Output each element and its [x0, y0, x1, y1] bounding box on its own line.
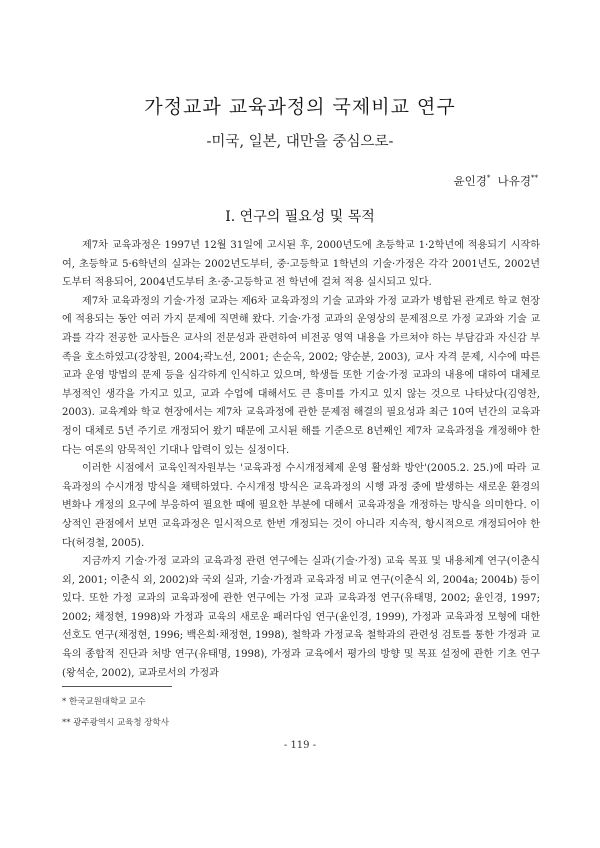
- author-footnote-mark: **: [531, 174, 538, 182]
- body-paragraph: 제7차 교육과정의 기술·가정 교과는 제6차 교육과정의 기술 교과와 가정 교과가 병합된 관계로 학교 현장에 적용되는 동안 여러 가지 문제에 직면해 왔다. 기술·가정 교과의 운영상의 문제점으로 가정 교과와 기술 교과를 각각 전공한 교사들은 교사의 전문성과 관련하여 비전공 영역 내용을 가르쳐야 하는 부담감과 자신감 부족을 호소하였고(강창원, 2004;곽노선, 2001; 손순옥, 2002; 양순분, 2003), 교사 자격 문제, 시수에 따른 교과 운영 방법의 문제 등을 심각하게 인식하고 있으며, 학생들 또한 기술·가정 교과의 내용에 대하여 대체로 부정적인 생각을 가지고 있고, 교과 수업에 대해서도 큰 흥미를 가지고 있지 않는 것으로 나타났다(김영찬, 2003). 교육계와 학교 현장에서는 제7차 교육과정에 관한 문제점 해결의 필요성과 최근 10여 년간의 교육과정이 대체로 5년 주기로 개정되어 왔기 때문에 고시된 해를 기준으로 8년째인 제7차 교육과정을 개정해야 한다는 여론의 암묵적인 기대나 압력이 있는 실정이다.: [62, 295, 540, 456]
- author-name: 나유경: [497, 174, 531, 188]
- footnote: * 한국교원대학교 교수: [62, 697, 146, 707]
- author-footnote-mark: *: [486, 174, 491, 182]
- author-line: [454, 173, 538, 189]
- footnote: ** 광주광역시 교육청 장학사: [62, 718, 169, 728]
- footnote-divider: [62, 686, 172, 687]
- paper-subtitle: -미국, 일본, 대만을 중심으로-: [206, 134, 394, 150]
- body-paragraph: 제7차 교육과정은 1997년 12월 31일에 고시된 후, 2000년도에 초등학교 1·2학년에 적용되기 시작하여, 초등학교 5·6학년의 실과는 2002년도부터, 중·고등학교 1학년의 기술·가정은 각각 2001년도, 2002년도부터 적용되어, 2004년도부터 초·중·고등학교 전 학년에 걸쳐 적용 실시되고 있다.: [62, 240, 540, 289]
- body-paragraph: 이러한 시점에서 교육인적자원부는 '교육과정 수시개정체제 운영 활성화 방안'(2005.2. 25.)에 따라 교육과정의 수시개정 방식을 채택하였다. 수시개정 방식은 교육과정의 시행 과정 중에 발생하는 새로운 환경의 변화나 개정의 요구에 부응하여 필요한 때에 필요한 부분에 대해서 교육과정을 개정하는 방식을 의미한다. 이상적인 관점에서 보면 교육과정은 일시적으로 한번 개정되는 것이 아니라 지속적, 항시적으로 개정되어야 한다(허경철, 2005).: [62, 463, 540, 549]
- paper-title: 가정교과 교육과정의 국제비교 연구: [144, 96, 456, 118]
- author-name: 윤인경: [453, 174, 487, 188]
- body-text: [62, 237, 540, 683]
- section-heading: Ⅰ. 연구의 필요성 및 목적: [225, 209, 375, 225]
- page-number: - 119 -: [283, 740, 317, 751]
- body-paragraph: 지금까지 기술·가정 교과의 교육과정 관련 연구에는 실과(기술·가정) 교육 목표 및 내용체계 연구(이춘식 외, 2001; 이춘식 외, 2002)와 국외 실과, 기술·가정과 교육과정 비교 연구(이춘식 외, 2004a; 2004b) 등이 있다. 또한 가정 교과의 교육과정에 관한 연구에는 가정 교과 교육과정 연구(유태명, 2002; 윤인경, 1997; 2002; 채정현, 1998)와 가정과 교육의 새로운 패러다임 연구(윤인경, 1999), 가정과 교육과정 모형에 대한 선호도 연구(채정현, 1996; 백은희·채정현, 1998), 철학과 가정교육 철학과의 관련성 검토를 통한 가정과 교육의 종합적 진단과 처방 연구(유태명, 1998), 가정과 교육에서 평가의 방향 및 목표 설정에 관한 기초 연구(왕석순, 2002), 교과로서의 가정과: [62, 556, 540, 679]
